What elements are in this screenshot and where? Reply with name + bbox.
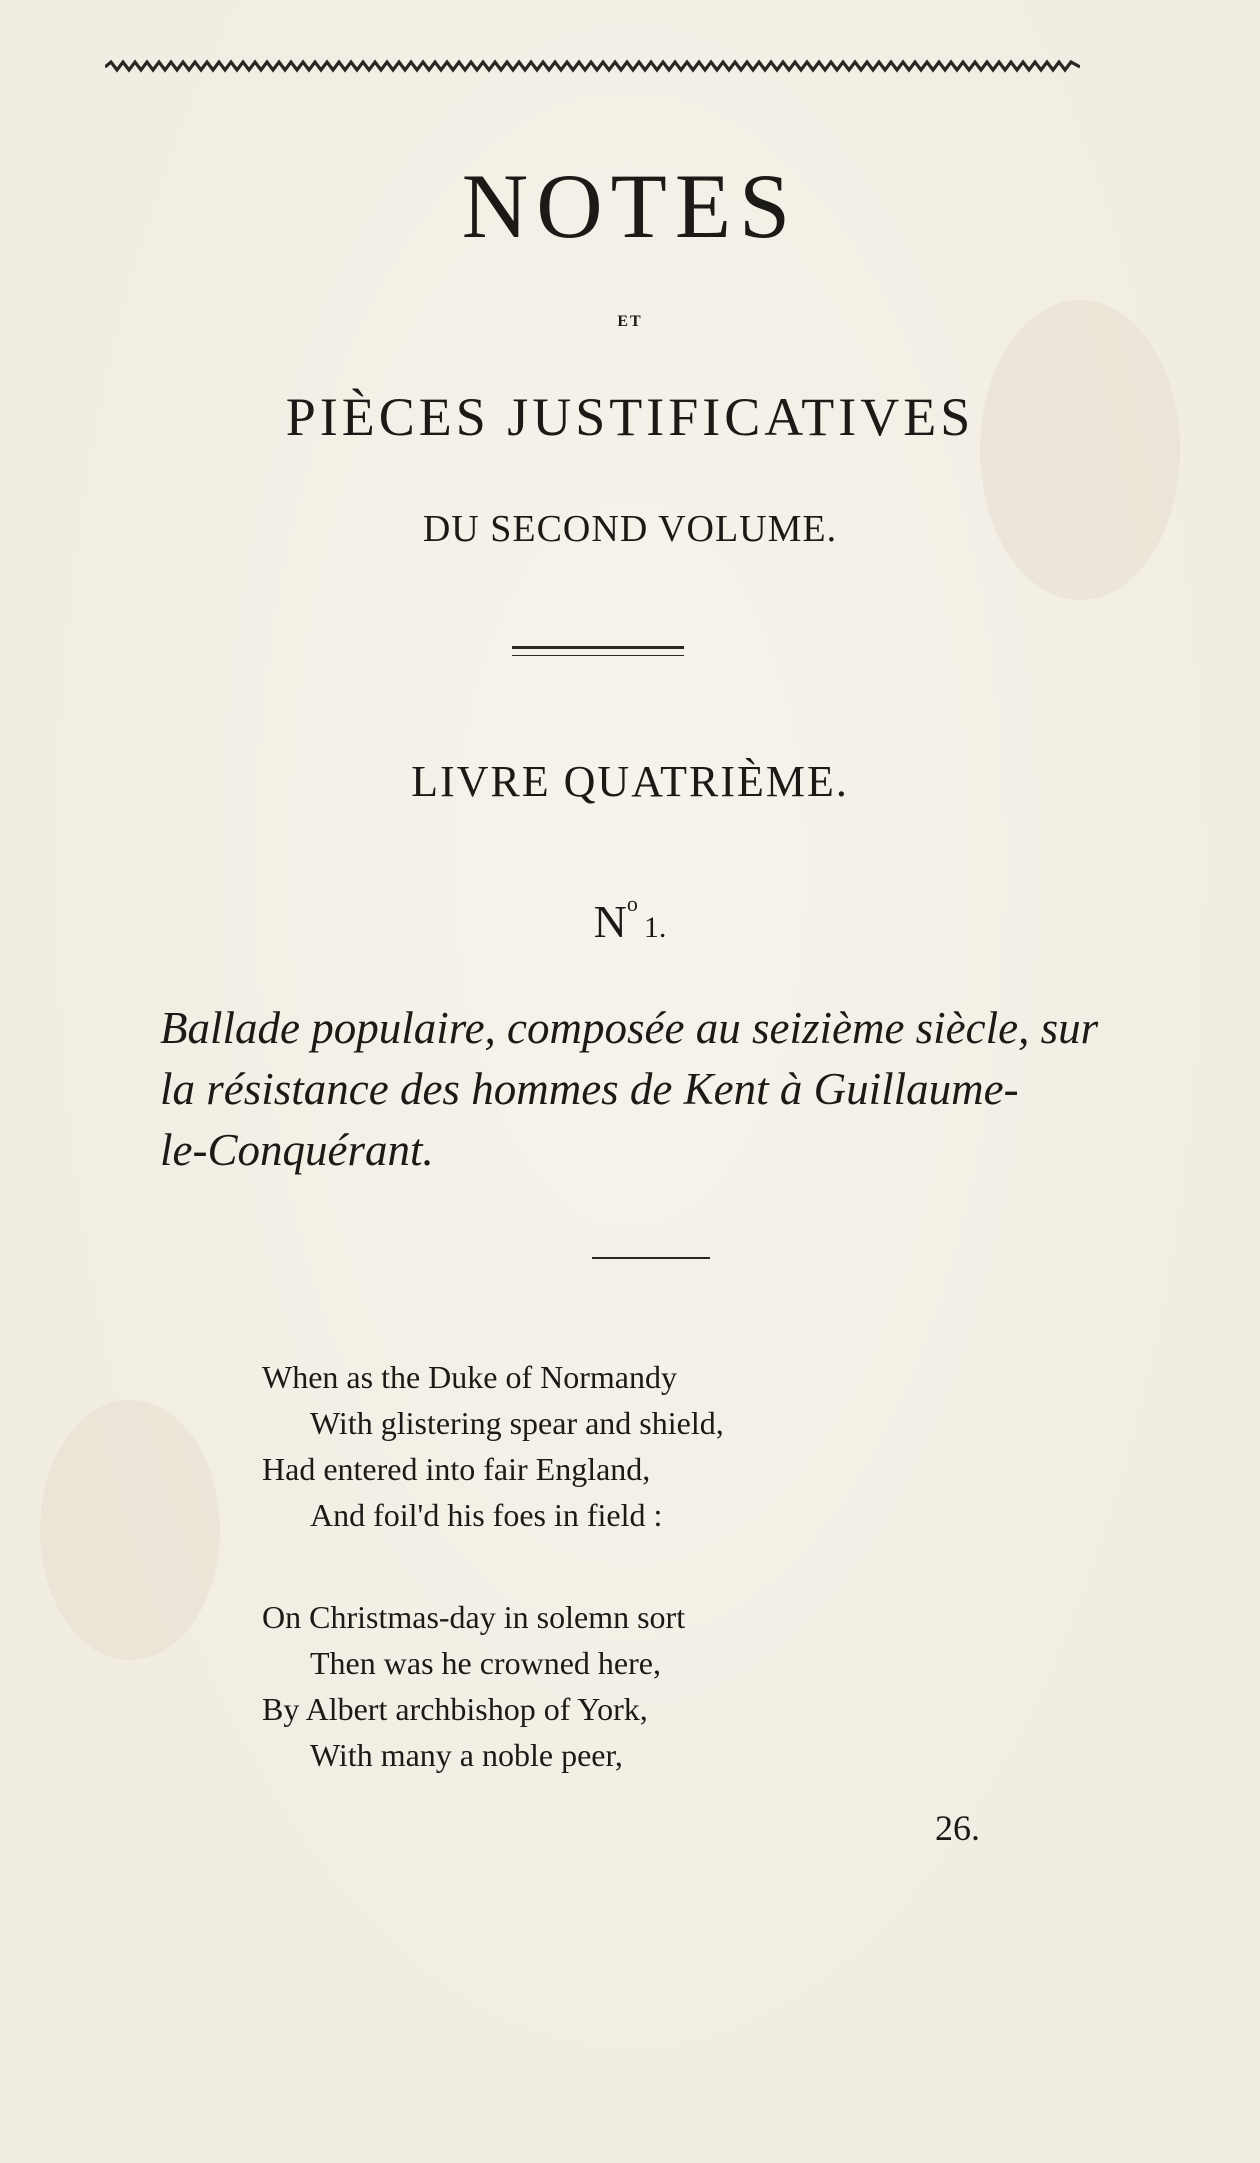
verse-line: And foil'd his foes in field :	[310, 1497, 663, 1533]
paper-stain	[40, 1400, 220, 1660]
verse-line: Had entered into fair England,	[262, 1451, 651, 1487]
signature-mark: 26.	[935, 1808, 980, 1848]
number-value: 1.	[643, 911, 667, 944]
short-rule-divider	[592, 1257, 710, 1259]
piece-title-line: Ballade populaire, composée au seizième siècle, sur	[160, 1003, 1099, 1053]
book-heading: LIVRE QUATRIÈME.	[411, 757, 849, 806]
conjunction-text: ET	[617, 313, 643, 330]
piece-title	[160, 998, 1110, 1181]
verse-line: On Christmas-day in solemn sort	[262, 1599, 686, 1635]
verse-line: By Albert archbishop of York,	[262, 1691, 648, 1727]
piece-number	[0, 893, 1260, 945]
piece-title-line: la résistance des hommes de Kent à Guillaume-	[160, 1064, 1019, 1114]
double-rule-divider	[512, 646, 684, 656]
volume-heading: DU SECOND VOLUME.	[422, 508, 838, 550]
section-heading: PIÈCES JUSTIFICATIVES	[285, 387, 975, 447]
ornamental-rule	[105, 58, 1080, 76]
verse-line: Then was he crowned here,	[310, 1645, 661, 1681]
verse-line: With many a noble peer,	[310, 1737, 623, 1773]
piece-title-line: le-Conquérant.	[160, 1125, 434, 1175]
number-prefix: N	[593, 896, 627, 947]
verse-line: With glistering spear and shield,	[310, 1405, 724, 1441]
verse-line: When as the Duke of Normandy	[262, 1359, 677, 1395]
page-title: NOTES	[461, 155, 799, 257]
paper-stain	[980, 300, 1180, 600]
number-superscript: o	[626, 891, 638, 916]
